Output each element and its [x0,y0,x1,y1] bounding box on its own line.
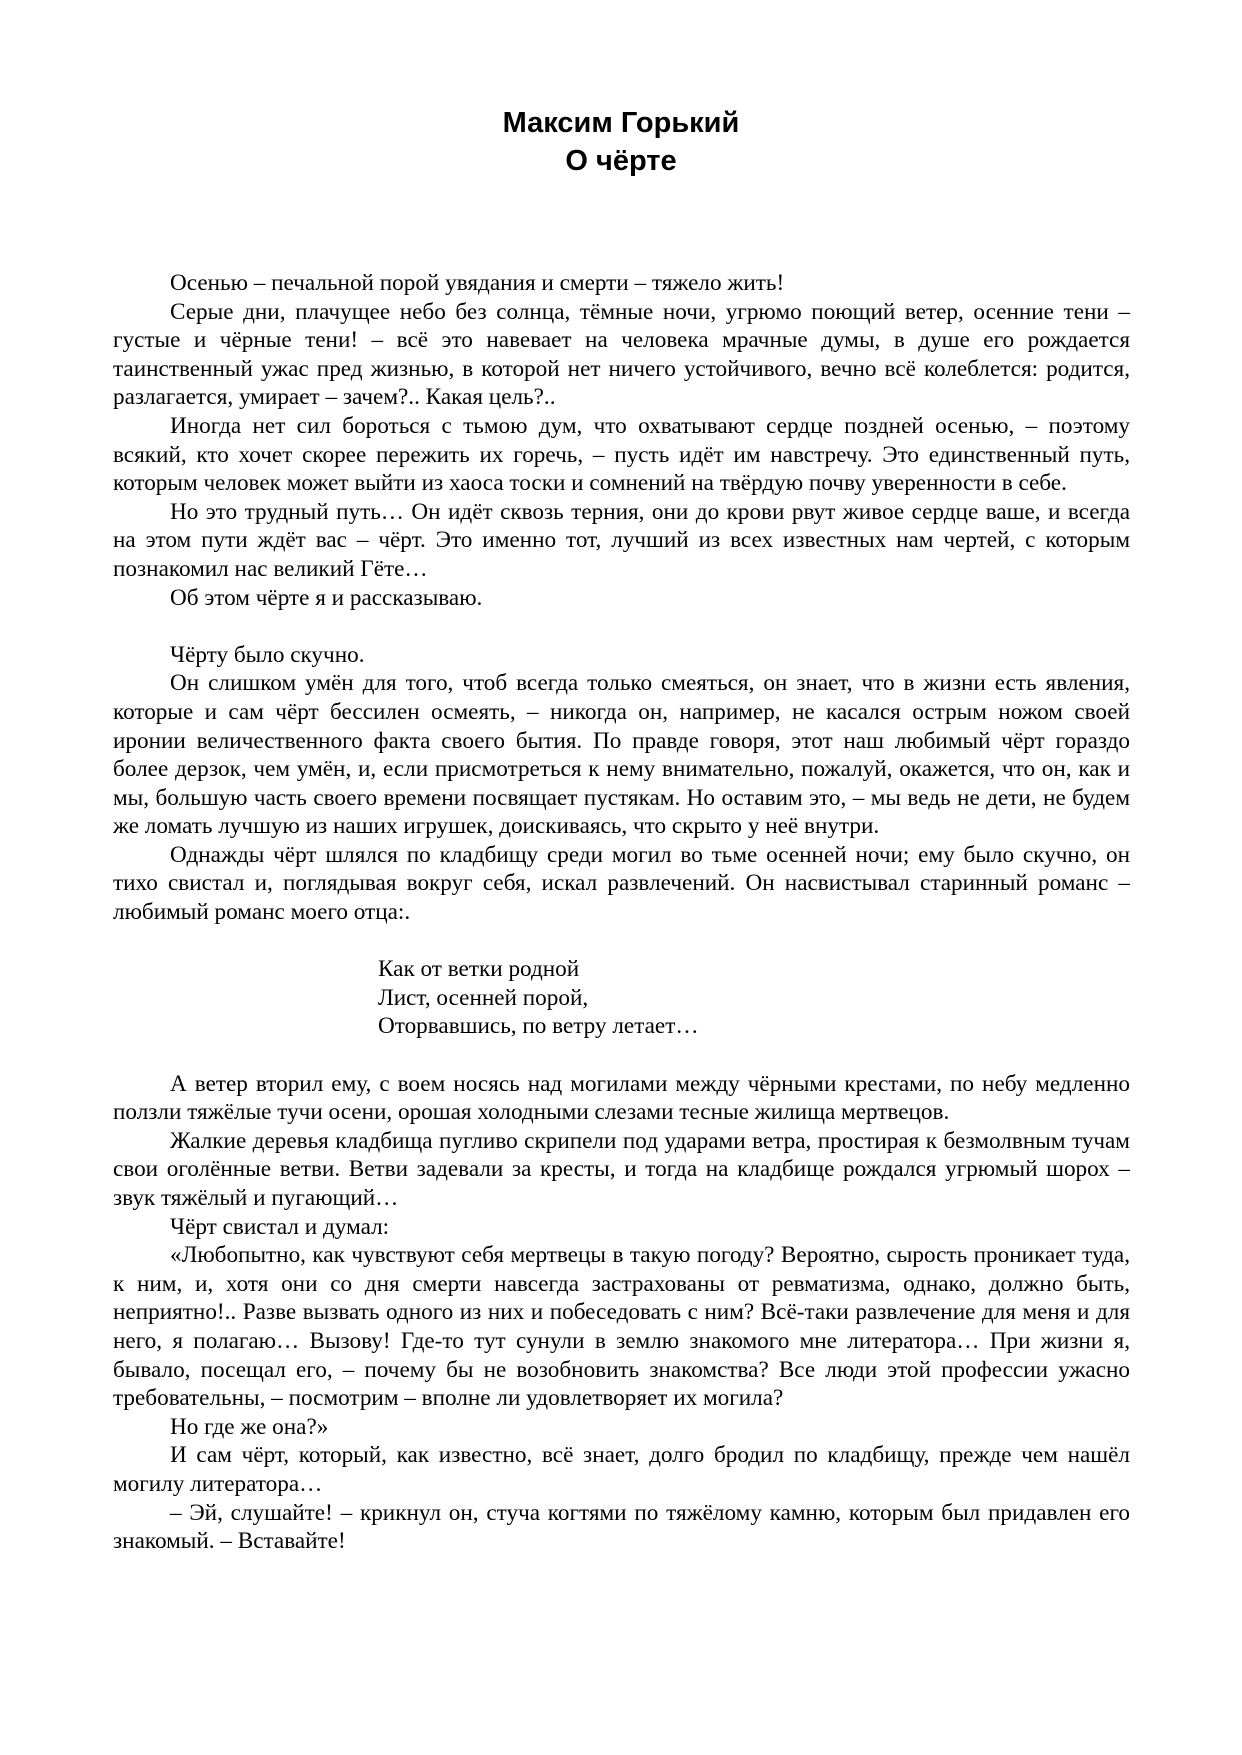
paragraph: И сам чёрт, который, как известно, всё знает, долго бродил по кладбищу, прежде чем нашёл могилу литератора… [113,1442,1130,1497]
paragraph: Осенью – печальной порой увядания и смерти – тяжело жить! [170,270,785,296]
section-gap [113,1041,1130,1070]
poem-line: Лист, осенней порой, [378,984,589,1011]
paragraph: – Эй, слушайте! – крикнул он, стуча когтями по тяжёлому камню, которым был придавлен его знакомый. – Вставайте! [113,1499,1130,1555]
paragraph: Жалкие деревья кладбища пугливо скрипели под ударами ветра, простирая к безмолвным тучам свои оголённые ветви. Ветви задевали за кресты, и тогда на кладбище рождался угрюмый шорох – звук тяжёлый и пугающий… [113,1127,1130,1211]
paragraph: А ветер вторил ему, с воем носясь над могилами между чёрными крестами, по небу медленно ползли тяжёлые тучи осени, орошая холодными слезами тесные жилища мертвецов. [113,1070,1130,1126]
author-name: Максим Горький [502,107,740,139]
body-text [113,269,1130,1556]
section-gap [113,612,1130,641]
title-block [0,104,1242,180]
paragraph: Серые дни, плачущее небо без солнца, тёмные ночи, угрюмо поющий ветер, осенние тени – густые и чёрные тени! – всё это навевает на человека мрачные думы, в душе его рождается таинственный ужас пред жизнью, в которой нет ничего устойчивого, вечно всё колеблется: родится, разлагается, умирает – зачем?.. Какая цель?.. [113,298,1130,411]
poem-line: Оторвавшись, по ветру летает… [378,1013,699,1040]
paragraph: Чёрту было скучно. [170,641,365,668]
work-title: О чёрте [565,145,677,177]
paragraph: «Любопытно, как чувствуют себя мертвецы в такую погоду? Вероятно, сырость проникает туда, к ним, и, хотя они со дня смерти навсегда застрахованы от ревматизма, однако, должно быть, неприятно!.. Разве вызвать одного из них и побеседовать с ним? Всё-таки развлечение для меня и для него, я полагаю… Вызову! Где-то тут сунули в землю знакомого мне литератора… При жизни я, бывало, посещал его, – почему бы не возобновить знакомства? Все люди этой профессии ужасно требовательны, – посмотрим – вполне ли удовлетворяет их могила? [113,1242,1130,1412]
section-gap [113,927,1130,956]
paragraph: Однажды чёрт шлялся по кладбищу среди могил во тьме осенней ночи; ему было скучно, он тихо свистал и, поглядывая вокруг себя, искал развлечений. Он насвистывал старинный романс – любимый романс моего отца:. [113,841,1130,926]
paragraph: Он слишком умён для того, чтоб всегда только смеяться, он знает, что в жизни есть явления, которые и сам чёрт бессилен осмеять, – никогда он, например, не касался острым ножом своей иронии величественного факта своего бытия. По правде говоря, этот наш любимый чёрт гораздо более дерзок, чем умён, и, если присмотреться к нему внимательно, пожалуй, окажется, что он, как и мы, большую часть своего времени посвящает пустякам. Но оставим это, – мы ведь не дети, не будем же ломать лучшую из наших игрушек, доискиваясь, что скрыто у неё внутри. [113,670,1130,840]
paragraph: Но это трудный путь… Он идёт сквозь терния, они до крови рвут живое сердце ваше, и всегда на этом пути ждёт вас – чёрт. Это именно тот, лучший из всех известных нам чертей, с которым познакомил нас великий Гёте… [113,498,1130,582]
paragraph: Но где же она?» [170,1413,329,1440]
paragraph: Об этом чёрте я и рассказываю. [170,584,483,611]
paragraph: Чёрт свистал и думал: [170,1213,390,1240]
paragraph: Иногда нет сил бороться с тьмою дум, что охватывают сердце поздней осенью, – поэтому всякий, кто хочет скорее пережить их горечь, – пусть идёт им навстречу. Это единственный путь, которым человек может выйти из хаоса тоски и сомнений на твёрдую почву уверенности в себе. [113,412,1130,497]
poem-stanza [113,955,1130,1041]
poem-line: Как от ветки родной [378,956,580,983]
